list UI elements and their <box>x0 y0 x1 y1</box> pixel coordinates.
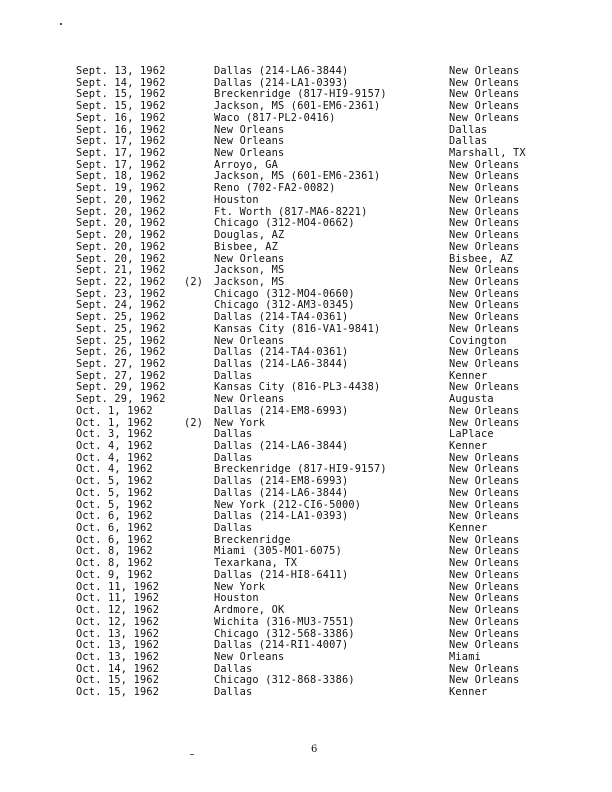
call-count-note <box>184 160 214 172</box>
call-count-note <box>184 441 214 453</box>
destination-location: New Orleans <box>449 77 520 89</box>
call-count-note <box>184 546 214 558</box>
call-date: Sept. 14, 1962 <box>76 76 166 89</box>
call-count-note <box>184 312 214 324</box>
call-count-note <box>184 664 214 676</box>
origin-location: Chicago (312-MO4-0660) <box>214 288 355 300</box>
origin-location: Dallas <box>214 452 253 464</box>
destination-location: New Orleans <box>449 183 520 195</box>
destination-location: New Orleans <box>449 452 520 464</box>
call-count-note <box>184 66 214 78</box>
call-date: Sept. 20, 1962 <box>76 193 166 206</box>
call-date: Sept. 22, 1962 <box>76 275 166 288</box>
origin-location: Chicago (312-MO4-0662) <box>214 218 355 230</box>
call-date: Sept. 29, 1962 <box>76 381 166 394</box>
origin-location: Dallas (214-RI1-4007) <box>214 640 349 652</box>
call-count-note <box>184 429 214 441</box>
origin-location: New Orleans <box>214 148 285 160</box>
origin-location: New Orleans <box>214 136 285 148</box>
call-date: Oct. 5, 1962 <box>76 486 153 499</box>
destination-location: New Orleans <box>449 159 520 171</box>
origin-location: Breckenridge <box>214 534 291 546</box>
origin-location: Dallas (214-TA4-0361) <box>214 312 349 324</box>
origin-location: Breckenridge (817-HI9-9157) <box>214 464 387 476</box>
call-date: Sept. 17, 1962 <box>76 135 166 148</box>
call-count-note <box>184 511 214 523</box>
origin-location: New Orleans <box>214 651 285 663</box>
destination-location: New Orleans <box>449 171 520 183</box>
call-date: Oct. 8, 1962 <box>76 557 153 570</box>
origin-location: Dallas (214-LA6-3844) <box>214 487 349 499</box>
destination-location: New Orleans <box>449 312 520 324</box>
call-count-note <box>184 570 214 582</box>
destination-location: LaPlace <box>449 429 494 441</box>
call-log-table <box>76 66 576 699</box>
call-count-note <box>184 136 214 148</box>
call-count-note <box>184 523 214 535</box>
table-row <box>76 570 576 582</box>
destination-location: Kenner <box>449 687 488 699</box>
call-count-note <box>184 617 214 629</box>
call-count-note <box>184 687 214 699</box>
destination-location: New Orleans <box>449 323 520 335</box>
origin-location: Dallas (214-LA6-3844) <box>214 358 349 370</box>
call-date: Sept. 16, 1962 <box>76 123 166 136</box>
call-count-note <box>184 382 214 394</box>
origin-location: Jackson, MS (601-EM6-2361) <box>214 171 381 183</box>
origin-location: Dallas (214-EM8-6993) <box>214 405 349 417</box>
call-date: Sept. 20, 1962 <box>76 217 166 230</box>
call-date: Oct. 1, 1962 <box>76 416 153 429</box>
destination-location: New Orleans <box>449 464 520 476</box>
destination-location: New Orleans <box>449 558 520 570</box>
destination-location: New Orleans <box>449 347 520 359</box>
destination-location: New Orleans <box>449 288 520 300</box>
origin-location: New York <box>214 581 266 593</box>
call-count-note <box>184 558 214 570</box>
origin-location: Chicago (312-868-3386) <box>214 675 355 687</box>
origin-location: New Orleans <box>214 124 285 136</box>
table-row <box>76 66 576 78</box>
destination-location: Augusta <box>449 394 494 406</box>
destination-location: Miami <box>449 651 481 663</box>
call-date: Sept. 27, 1962 <box>76 357 166 370</box>
origin-location: Bisbee, AZ <box>214 241 278 253</box>
call-count-note: (2) <box>184 416 204 429</box>
destination-location: New Orleans <box>449 417 520 429</box>
destination-location: New Orleans <box>449 382 520 394</box>
call-date: Oct. 11, 1962 <box>76 580 160 593</box>
call-count-note <box>184 89 214 101</box>
call-date: Oct. 8, 1962 <box>76 545 153 558</box>
call-date: Sept. 20, 1962 <box>76 240 166 253</box>
call-count-note <box>184 347 214 359</box>
call-date: Oct. 15, 1962 <box>76 686 160 699</box>
call-count-note <box>184 488 214 500</box>
destination-location: New Orleans <box>449 89 520 101</box>
table-row <box>76 523 576 535</box>
call-date: Oct. 3, 1962 <box>76 428 153 441</box>
origin-location: Miami (305-MO1-6075) <box>214 546 342 558</box>
call-count-note <box>184 640 214 652</box>
call-date: Sept. 20, 1962 <box>76 229 166 242</box>
call-count-note <box>184 254 214 266</box>
call-date: Oct. 4, 1962 <box>76 451 153 464</box>
call-count-note <box>184 125 214 137</box>
destination-location: New Orleans <box>449 276 520 288</box>
call-date: Sept. 26, 1962 <box>76 346 166 359</box>
call-count-note <box>184 453 214 465</box>
call-date: Oct. 9, 1962 <box>76 568 153 581</box>
call-date: Oct. 6, 1962 <box>76 533 153 546</box>
table-row <box>76 488 576 500</box>
call-count-note: (2) <box>184 275 204 288</box>
call-date: Oct. 6, 1962 <box>76 522 153 535</box>
origin-location: Dallas (214-LA6-3844) <box>214 441 349 452</box>
destination-location: New Orleans <box>449 487 520 499</box>
destination-location: New Orleans <box>449 101 520 113</box>
destination-location: Kenner <box>449 441 488 452</box>
call-date: Oct. 13, 1962 <box>76 627 160 640</box>
destination-location: Bisbee, AZ <box>449 253 513 265</box>
origin-location: Dallas <box>214 370 253 382</box>
origin-location: Jackson, MS <box>214 265 285 277</box>
call-date: Sept. 13, 1962 <box>76 65 166 77</box>
origin-location: Kansas City (816-PL3-4438) <box>214 382 381 394</box>
call-date: Sept. 16, 1962 <box>76 111 166 124</box>
call-date: Oct. 11, 1962 <box>76 592 160 605</box>
destination-location: Marshall, TX <box>449 148 526 160</box>
table-row <box>76 242 576 254</box>
destination-location: New Orleans <box>449 241 520 253</box>
table-row <box>76 359 576 371</box>
destination-location: New Orleans <box>449 534 520 546</box>
call-date: Sept. 23, 1962 <box>76 287 166 300</box>
call-count-note <box>184 289 214 301</box>
origin-location: Breckenridge (817-HI9-9157) <box>214 89 387 101</box>
origin-location: Dallas (214-LA6-3844) <box>214 66 349 77</box>
origin-location: Chicago (312-568-3386) <box>214 628 355 640</box>
call-count-note <box>184 336 214 348</box>
destination-location: New Orleans <box>449 511 520 523</box>
call-count-note <box>184 406 214 418</box>
origin-location: Houston <box>214 194 259 206</box>
origin-location: New York <box>214 417 266 429</box>
origin-location: Douglas, AZ <box>214 230 285 242</box>
call-count-note <box>184 78 214 90</box>
destination-location: New Orleans <box>449 546 520 558</box>
call-date: Oct. 4, 1962 <box>76 463 153 476</box>
origin-location: Dallas (214-EM8-6993) <box>214 476 349 488</box>
origin-location: Dallas (214-LA1-0393) <box>214 511 349 523</box>
call-date: Sept. 25, 1962 <box>76 334 166 347</box>
table-row <box>76 113 576 125</box>
origin-location: New Orleans <box>214 253 285 265</box>
destination-location: New Orleans <box>449 405 520 417</box>
destination-location: New Orleans <box>449 616 520 628</box>
origin-location: Reno (702-FA2-0082) <box>214 183 336 195</box>
call-count-note <box>184 371 214 383</box>
destination-location: New Orleans <box>449 628 520 640</box>
call-date: Oct. 12, 1962 <box>76 604 160 617</box>
call-count-note <box>184 207 214 219</box>
origin-location: Dallas (214-TA4-0361) <box>214 347 349 359</box>
call-date: Sept. 15, 1962 <box>76 88 166 101</box>
destination-location: Covington <box>449 335 507 347</box>
call-date: Sept. 15, 1962 <box>76 100 166 113</box>
call-count-note <box>184 593 214 605</box>
call-count-note <box>184 101 214 113</box>
origin-location: Ft. Worth (817-MA6-8221) <box>214 206 368 218</box>
destination-location: New Orleans <box>449 675 520 687</box>
destination-location: New Orleans <box>449 218 520 230</box>
origin-location: Kansas City (816-VA1-9841) <box>214 323 381 335</box>
page-number: 6 <box>311 744 318 755</box>
scan-mark <box>190 754 194 755</box>
call-date: Sept. 21, 1962 <box>76 264 166 277</box>
destination-location: New Orleans <box>449 499 520 511</box>
origin-location: Houston <box>214 593 259 605</box>
call-count-note <box>184 500 214 512</box>
call-date: Oct. 5, 1962 <box>76 475 153 488</box>
call-date: Oct. 1, 1962 <box>76 404 153 417</box>
destination-location: New Orleans <box>449 206 520 218</box>
origin-location: Arroyo, GA <box>214 159 278 171</box>
destination-location: New Orleans <box>449 66 520 77</box>
call-date: Sept. 25, 1962 <box>76 311 166 324</box>
destination-location: New Orleans <box>449 230 520 242</box>
call-count-note <box>184 230 214 242</box>
call-count-note <box>184 183 214 195</box>
origin-location: Jackson, MS (601-EM6-2361) <box>214 101 381 113</box>
origin-location: Ardmore, OK <box>214 605 285 617</box>
call-count-note <box>184 476 214 488</box>
call-date: Oct. 15, 1962 <box>76 674 160 687</box>
call-count-note <box>184 300 214 312</box>
destination-location: Kenner <box>449 370 488 382</box>
call-date: Sept. 29, 1962 <box>76 393 166 406</box>
call-date: Oct. 12, 1962 <box>76 615 160 628</box>
origin-location: Wichita (316-MU3-7551) <box>214 616 355 628</box>
origin-location: Waco (817-PL2-0416) <box>214 112 336 124</box>
origin-location: Texarkana, TX <box>214 558 298 570</box>
origin-location: Dallas (214-HI8-6411) <box>214 569 349 581</box>
destination-location: New Orleans <box>449 112 520 124</box>
origin-location: Dallas <box>214 429 253 441</box>
destination-location: New Orleans <box>449 640 520 652</box>
call-date: Oct. 13, 1962 <box>76 639 160 652</box>
origin-location: New Orleans <box>214 394 285 406</box>
destination-location: New Orleans <box>449 265 520 277</box>
call-count-note <box>184 359 214 371</box>
origin-location: Dallas (214-LA1-0393) <box>214 77 349 89</box>
table-row <box>76 324 576 336</box>
call-count-note <box>184 652 214 664</box>
destination-location: New Orleans <box>449 358 520 370</box>
call-date: Sept. 17, 1962 <box>76 147 166 160</box>
destination-location: Dallas <box>449 136 488 148</box>
call-date: Sept. 24, 1962 <box>76 299 166 312</box>
destination-location: New Orleans <box>449 476 520 488</box>
call-count-note <box>184 195 214 207</box>
call-date: Oct. 4, 1962 <box>76 440 153 452</box>
call-date: Oct. 6, 1962 <box>76 510 153 523</box>
call-date: Sept. 20, 1962 <box>76 205 166 218</box>
call-count-note <box>184 394 214 406</box>
call-date: Sept. 20, 1962 <box>76 252 166 265</box>
call-date: Oct. 13, 1962 <box>76 650 160 663</box>
call-count-note <box>184 218 214 230</box>
destination-location: Dallas <box>449 124 488 136</box>
call-date: Sept. 17, 1962 <box>76 158 166 171</box>
call-count-note <box>184 464 214 476</box>
call-date: Oct. 5, 1962 <box>76 498 153 511</box>
table-row <box>76 441 576 453</box>
table-row <box>76 277 576 289</box>
call-date: Sept. 18, 1962 <box>76 170 166 183</box>
destination-location: New Orleans <box>449 605 520 617</box>
call-count-note <box>184 535 214 547</box>
origin-location: New Orleans <box>214 335 285 347</box>
call-date: Sept. 19, 1962 <box>76 182 166 195</box>
call-count-note <box>184 629 214 641</box>
origin-location: Dallas <box>214 687 253 699</box>
call-count-note <box>184 605 214 617</box>
scan-speck <box>60 23 62 25</box>
call-count-note <box>184 582 214 594</box>
call-date: Sept. 25, 1962 <box>76 322 166 335</box>
origin-location: New York (212-CI6-5000) <box>214 499 362 511</box>
destination-location: Kenner <box>449 523 488 535</box>
call-date: Oct. 14, 1962 <box>76 662 160 675</box>
destination-location: New Orleans <box>449 194 520 206</box>
table-row <box>76 617 576 629</box>
table-row <box>76 406 576 418</box>
destination-location: New Orleans <box>449 300 520 312</box>
origin-location: Dallas <box>214 523 253 535</box>
table-row <box>76 652 576 664</box>
call-count-note <box>184 113 214 125</box>
call-date: Sept. 27, 1962 <box>76 369 166 382</box>
origin-location: Dallas <box>214 663 253 675</box>
call-count-note <box>184 675 214 687</box>
destination-location: New Orleans <box>449 593 520 605</box>
origin-location: Jackson, MS <box>214 276 285 288</box>
call-count-note <box>184 148 214 160</box>
origin-location: Chicago (312-AM3-0345) <box>214 300 355 312</box>
table-row <box>76 195 576 207</box>
call-count-note <box>184 242 214 254</box>
destination-location: New Orleans <box>449 663 520 675</box>
call-count-note <box>184 171 214 183</box>
destination-location: New Orleans <box>449 581 520 593</box>
table-row <box>76 687 576 699</box>
table-row <box>76 148 576 160</box>
destination-location: New Orleans <box>449 569 520 581</box>
call-count-note <box>184 324 214 336</box>
